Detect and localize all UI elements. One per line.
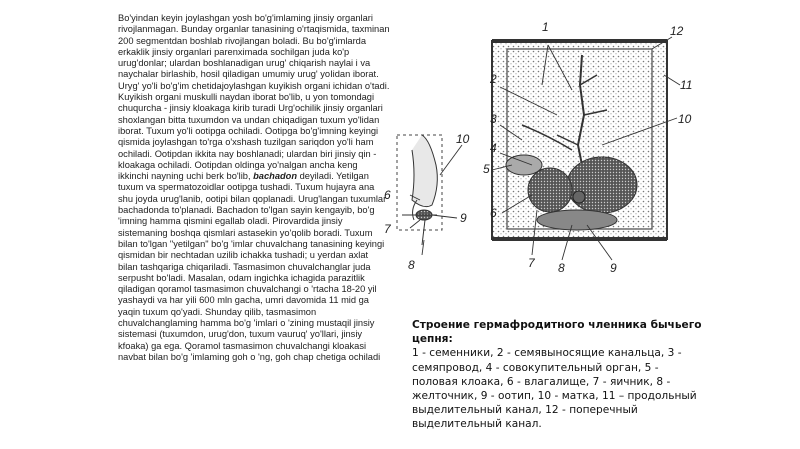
body-text-part-2: deyiladi. Yetilgan tuxum va spermatozoidlar ootipga tushadi. Tuxum hujayra ana shu joyda urug'lanib, ootipi bilan qoplanadi. Urug'langan tuxumlar bachadonda to'planadi. Bachadon to'lgan sayin kengayib, bo'g 'imning hamma qismini egallab oladi. Pirovardida jinsiy sistemaning boshqa qismlari astasekin yo'qolib boradi. Tuxum bilan to'lgan "yetilgan" bo'g 'imlar chuvalchang tanasining keyingi qismidan bir nechtadan uzilib ichakka tushadi; u yerdan axlat bilan tashqariga chiqariladi. Tasmasimon chuvalchanglar juda serpusht bo'ladi. Masalan, odam ingichka ichagida parazitlik qiladigan qoramol tasmasimon chuvalchangi o 'rtacha 18-20 yil yashaydi va har yili 600 mln gacha, umri davomida 11 mid ga yaqin tuxum qo'yadi. Shunday qilib, tasmasimon chuvalchanglaming hamma bo'g 'imlari o 'zining mustaqil jinsiy sistemasi (tuxumdon, urug'don, tuxum vauruq' yo'llari, jinsiy kfoaka) ga ega. Qoramol tasmasimon chuvalchangi kloakasi navbat bilan bo'g 'imlaming goh o 'ng, goh chap chetiga ochiladi <box>118 171 387 362</box>
figure-caption <box>412 318 704 432</box>
small-label-9: 9 <box>460 211 467 225</box>
body-text-part-1: Bo'yindan keyin joylashgan yosh bo'g'imlaming jinsiy organlari rivojlanmagan. Bunday organlar tanasining o'rtaqismida, taxminan 200 segmentdan boshlab rivojlangan boladi. Bu bo'g'imlarda erkaklik jinsiy organlari parenximada sochilgan juda ko'p urug'donlar; ulardan boshlanadigan urug' chiqarish naylai i va naychalar birlashib, hosil qiladigan umumiy urug' yoIidan iborat. Uryg' yo'li bo'g'im chetidajoylashgan kuyikish organi ichidan o'tadi. Kuyikish organi muskulli naydan iborat bo'lib, u yon tomondagi chuqurcha - jinsiy kloakaga kirib turadi Urg'ochilik jinsiy organlari shoxlangan bitta tuxumdon va undan chiqadigan tuxum yo'lidan iborat. Tuxum yo'li ootipga ochiladi. Ootipga bo'g'imning keyingi qismida joylashgan to'rga o'xshash tuzilgan sariqdon yo'li ham ochiladi. Ootipdan ikkita nay boshlanadi; ulardan biri jinsiy qin - kloakaga ochiladi. Ootipdan oldinga yo'nalgan ancha keng ikkinchi nayning uchi berk bo'lib, <box>118 13 390 182</box>
proglottid-main <box>492 41 667 239</box>
small-label-10: 10 <box>456 132 470 146</box>
label-1: 1 <box>542 20 549 34</box>
label-8: 8 <box>558 261 565 275</box>
caption-title: Строение гермафродитного членника бычьего цепня: <box>412 319 702 346</box>
proglottid-figure <box>372 15 702 277</box>
small-label-7: 7 <box>384 222 391 236</box>
label-4: 4 <box>490 141 497 155</box>
body-paragraph <box>118 13 390 363</box>
side-view-diagram <box>397 135 442 245</box>
label-7: 7 <box>528 256 535 270</box>
label-2: 2 <box>490 72 497 86</box>
label-5: 5 <box>483 162 490 176</box>
label-11: 11 <box>680 78 693 92</box>
label-10: 10 <box>678 112 692 126</box>
bachadon-term: bachadon <box>253 171 298 182</box>
label-12: 12 <box>670 24 684 38</box>
label-9: 9 <box>610 261 617 275</box>
uzbek-body-text <box>118 13 390 363</box>
label-3: 3 <box>490 112 497 126</box>
small-label-6: 6 <box>384 188 391 202</box>
caption-legend: 1 - семенники, 2 - семявыносящие канальца, 3 - семяпровод, 4 - совокупительный орган, 5 - половая клоака, 6 - влагалище, 7 - яичник, 8 - желточник, 9 - оотип, 10 - матка, 11 – продольный выделительный канал, 12 - поперечный выделительный канал. <box>412 347 697 431</box>
small-label-8: 8 <box>408 258 415 272</box>
label-6: 6 <box>490 206 497 220</box>
